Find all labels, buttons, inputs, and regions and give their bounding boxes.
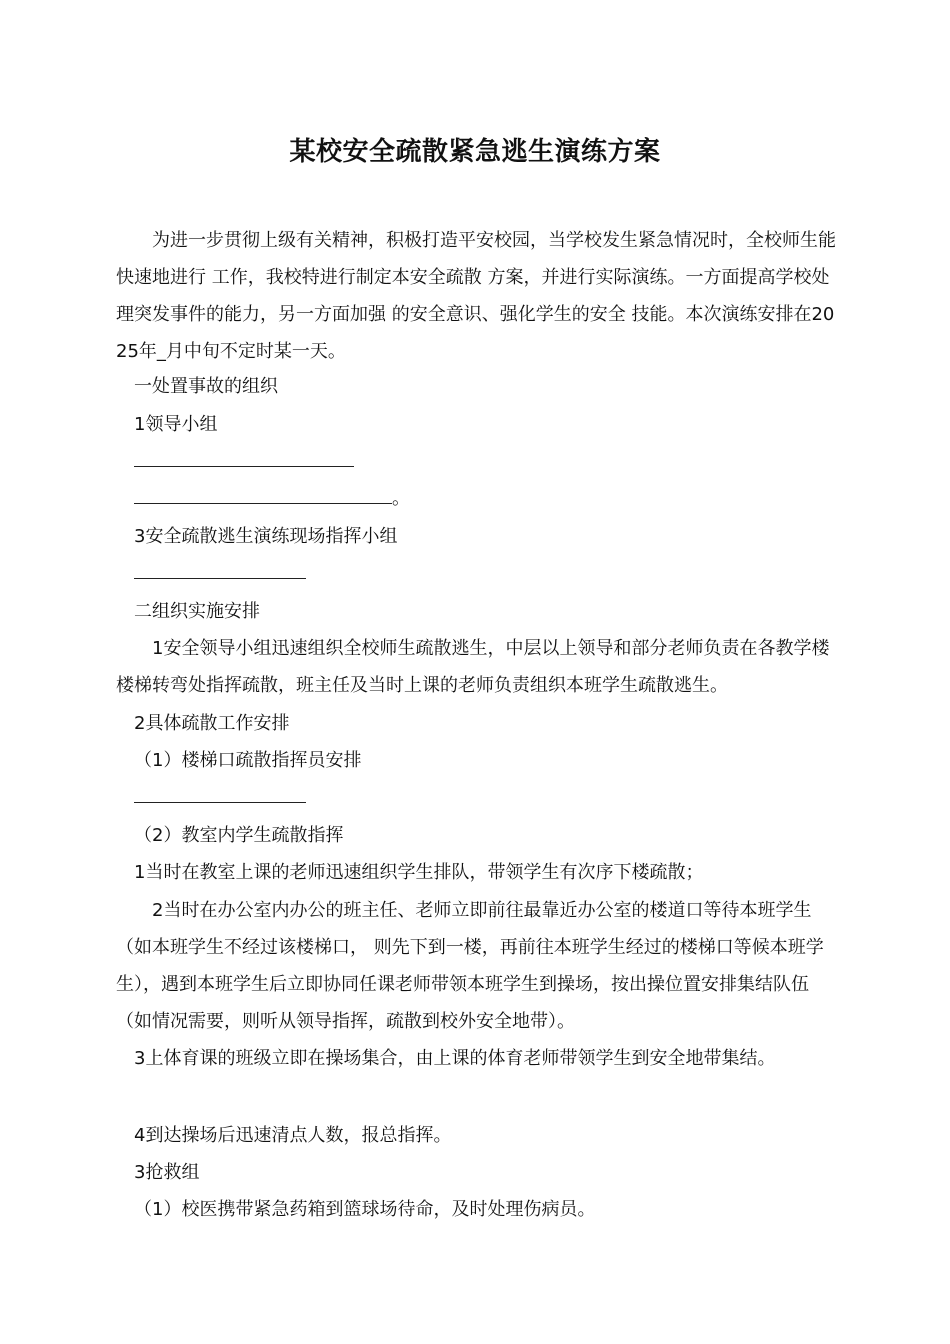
paragraph-teacher-in-office: 2当时在办公室内办公的班主任、老师立即前往最靠近办公室的楼道口等待本班学生（如本班学生不经过该楼梯口， 则先下到一楼，再前往本班学生经过的楼梯口等候本班学生），遇到本班学生后立即协同任课老师带领本班学生到操场，按出操位置安排集结队伍（如情况需要，则听从领导指挥，疏散到校外安全地带）。 — [116, 900, 824, 1032]
intro-paragraph: 为进一步贯彻上级有关精神，积极打造平安校园，当学校发生紧急情况时，全校师生能 快速地进行 工作，我校特进行制定本安全疏散 方案，并进行实际演练。一方面提高学校处理突发事件的能力，另一方面加强 的安全意识、强化学生的安全 技能。本次演练安排在2025年_月中旬不定时某一天。 — [116, 230, 842, 362]
paragraph-evacuation-organization: 1安全领导小组迅速组织全校师生疏散逃生，中层以上领导和部分老师负责在各教学楼楼梯转弯处指挥疏散，班主任及当时上课的老师负责组织本班学生疏散逃生。 — [116, 638, 830, 696]
sub-item-stair-commanders: （1）楼梯口疏散指挥员安排 — [134, 750, 362, 771]
blank-end-mark: 。 — [392, 488, 410, 509]
paragraph-headcount: 4到达操场后迅速清点人数，报总指挥。 — [134, 1125, 452, 1146]
section-heading-rescue-group: 3抢救组 — [134, 1162, 200, 1183]
sub-item-school-doctor: （1）校医携带紧急药箱到篮球场待命，及时处理伤病员。 — [134, 1199, 596, 1220]
blank-line — [134, 450, 354, 474]
paragraph-teacher-in-class: 1当时在教室上课的老师迅速组织学生排队，带领学生有次序下楼疏散； — [134, 862, 704, 883]
section-heading-organization: 一处置事故的组织 — [134, 376, 278, 397]
item-evacuation-arrangement: 2具体疏散工作安排 — [134, 713, 290, 734]
document-title: 某校安全疏散紧急逃生演练方案 — [289, 137, 661, 167]
paragraph-pe-class: 3上体育课的班级立即在操场集合，由上课的体育老师带领学生到安全地带集结。 — [134, 1048, 776, 1069]
item-onsite-command-group: 3安全疏散逃生演练现场指挥小组 — [134, 526, 398, 547]
sub-item-classroom-evacuation: （2）教室内学生疏散指挥 — [134, 825, 344, 846]
blank-line — [134, 487, 410, 511]
item-leadership-group: 1领导小组 — [134, 414, 218, 435]
blank-line — [134, 786, 306, 810]
blank-line — [134, 562, 306, 586]
section-heading-implementation: 二组织实施安排 — [134, 601, 260, 622]
